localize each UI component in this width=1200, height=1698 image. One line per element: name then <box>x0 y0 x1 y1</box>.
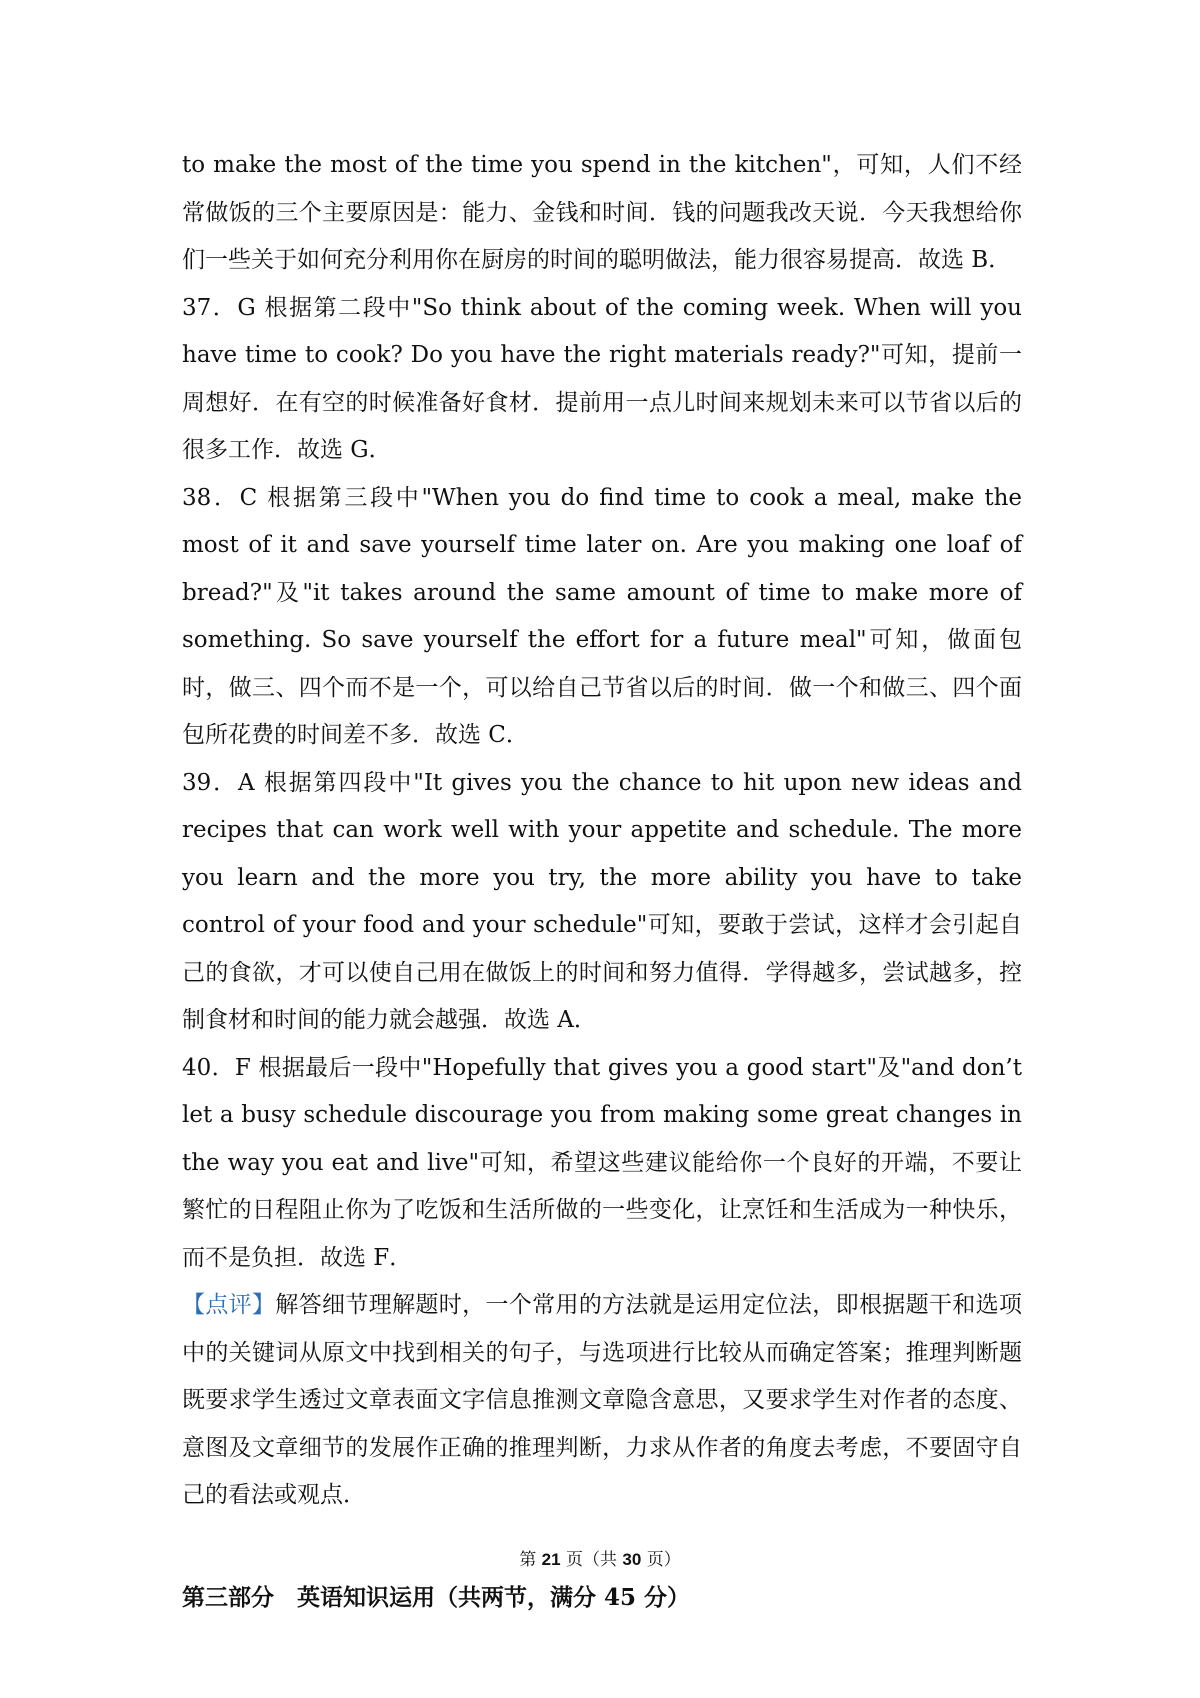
footer-middle: 页（共 <box>560 1550 623 1570</box>
page-footer <box>0 1548 1200 1572</box>
answer-37: 37．G 根据第二段中"So think about of the coming week. When will you have time to cook? Do you have the right materials ready?"可知，提前一周想好．在有空的时候准备好食材．提前用一点儿时间来规划未来可以节省以后的很多工作．故选 G． <box>182 294 1022 463</box>
total-pages-number: 30 <box>622 1550 642 1569</box>
footer-suffix: 页） <box>641 1550 681 1570</box>
comment-text: 解答细节理解题时，一个常用的方法就是运用定位法，即根据题干和选项中的关键词从原文中找到相关的句子，与选项进行比较从而确定答案；推理判断题既要求学生透过文章表面文字信息推测文章隐含意思，又要求学生对作者的态度、意图及文章细节的发展作正确的推理判断，力求从作者的角度去考虑，不要固守自己的看法或观点． <box>182 1292 1023 1508</box>
answer-36-continuation: to make the most of the time you spend in the kitchen"，可知，人们不经常做饭的三个主要原因是：能力、金钱和时间．钱的问题我改天说．今天我想给你们一些关于如何充分利用你在厨房的时间的聪明做法，能力很容易提高．故选 B． <box>182 152 1022 273</box>
footer-prefix: 第 <box>519 1550 542 1570</box>
comment-paragraph <box>182 1282 1022 1520</box>
current-page-number: 21 <box>541 1550 561 1569</box>
answer-39: 39．A 根据第四段中"It gives you the chance to hit upon new ideas and recipes that can work well with your appetite and schedule. The more you learn and the more you try, the more ability you have to take control of your food and your schedule"可知，要敢于尝试，这样才会引起自己的食欲，才可以使自己用在做饭上的时间和努力值得．学得越多，尝试越多，控制食材和时间的能力就会越强．故选 A． <box>182 769 1022 1033</box>
page-content <box>182 142 1022 1618</box>
answer-38: 38．C 根据第三段中"When you do find time to cook a meal, make the most of it and save yourself time later on. Are you making one loaf of bread?"及"it takes around the same amount of time to make more of something. So save yourself the effort for a future meal"可知，做面包时，做三、四个而不是一个，可以给自己节省以后的时间．做一个和做三、四个面包所花费的时间差不多．故选 C． <box>182 484 1022 748</box>
answer-40: 40．F 根据最后一段中"Hopefully that gives you a good start"及"and don’t let a busy schedule discourage you from making some great changes in the way you eat and live"可知，希望这些建议能给你一个良好的开端，不要让繁忙的日程阻止你为了吃饭和生活所做的一些变化，让烹饪和生活成为一种快乐，而不是负担．故选 F． <box>182 1054 1022 1271</box>
comment-tag: 【点评】 <box>182 1292 276 1318</box>
section-heading: 第三部分 英语知识运用（共两节，满分 45 分） <box>182 1583 691 1611</box>
